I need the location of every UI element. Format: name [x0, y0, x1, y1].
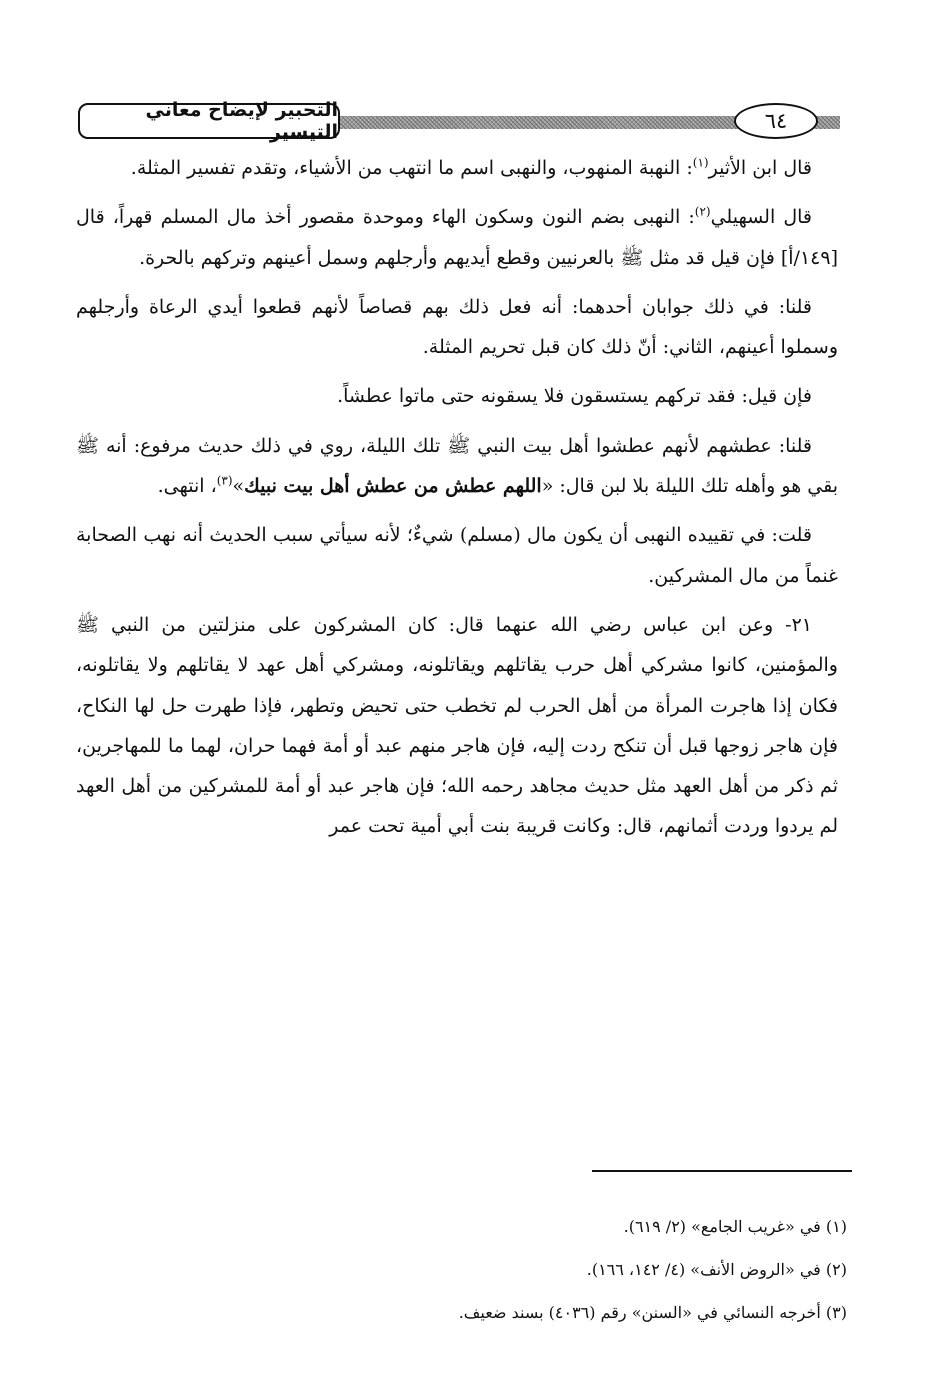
- paragraph-text: قلنا: عطشهم لأنهم عطشوا أهل بيت النبي ﷺ تلك الليلة، روي في ذلك حديث مرفوع: أنه ﷺ بقي هو وأهله تلك الليلة بلا لبن قال: «: [76, 434, 838, 498]
- closing-quote: »: [232, 475, 245, 498]
- paragraph-two-answers: قلنا: في ذلك جوابان أحدهما: أنه فعل ذلك بهم قصاصاً لأنهم قطعوا أيدي الرعاة وأرجلهم وسملوا أعينهم، الثاني: أنّ ذلك كان قبل تحريم المثلة.: [76, 295, 838, 359]
- paragraph-thirst-reply: [76, 426, 838, 507]
- paragraph-text: : النهبى بضم النون وسكون الهاء وموحدة مقصور أخذ مال المسلم قهراً، قال [١٤٩/أ] فإن قيل قد مثل ﷺ بالعرنيين وقطع أيديهم وأرجلهم وسمل أعينهم وتركهم بالحرة.: [76, 206, 838, 269]
- hadith-quote: اللهم عطش من عطش أهل بيت نبيك: [244, 475, 542, 498]
- footnote-3: (٣) أخرجه النسائي في «السنن» رقم (٤٠٣٦) بسند ضعيف.: [458, 1303, 847, 1322]
- footnote-reference: (٢): [694, 204, 711, 219]
- footnote-separator: [592, 1170, 852, 1172]
- paragraph-text: : النهبة المنهوب، والنهبى اسم ما انتهب من الأشياء، وتقدم تفسير المثلة.: [130, 157, 693, 179]
- footnotes: [300, 1205, 847, 1334]
- paragraph-author-note: قلت: في تقييده النهبى أن يكون مال (مسلم) شيءٌ؛ لأنه سيأتي سبب الحديث أنه نهب الصحابة غنماً من مال المشركين.: [76, 524, 838, 587]
- page-number: ٦٤: [764, 109, 788, 133]
- footnote-reference: (١): [692, 155, 709, 170]
- book-title: التحبير لإيضاح معاني التيسير: [145, 99, 338, 143]
- paragraph-text: قال ابن الأثير: [708, 157, 812, 179]
- footnote-2: (٢) في «الروض الأنف» (٤/ ١٤٢، ١٦٦).: [586, 1260, 847, 1279]
- paragraph-ibn-al-athir: [76, 148, 838, 188]
- running-header: [78, 99, 840, 143]
- paragraph-hadith-21: ٢١- وعن ابن عباس رضي الله عنهما قال: كان المشركون على منزلتين من النبي ﷺ والمؤمنين، كانوا مشركي أهل حرب يقاتلهم ويقاتلونه، ومشركي أهل عهد لا يقاتلهم ولا يقاتلونه، فكان إذا هاجرت المرأة من أهل الحرب لم تخطب حتى تحيض وتطهر، فإذا طهرت حل لها النكاح، فإن هاجر زوجها قبل أن تنكح ردت إليه، فإن هاجر منهم عبد أو أمة فهما حران، لهما ما للمهاجرين، ثم ذكر من أهل العهد مثل حديث مجاهد رحمه الله؛ فإن هاجر عبد أو أمة للمشركين من أهل العهد لم يردوا وردت أثمانهم، قال: وكانت قريبة بنت أبي أمية تحت عمر: [76, 613, 838, 838]
- paragraph-suhayli: [76, 197, 838, 278]
- main-text: [76, 148, 838, 847]
- book-title-box: [78, 99, 340, 143]
- paragraph-text: ، انتهى.: [157, 475, 217, 498]
- paragraph-text: قال السهيلي: [710, 206, 812, 229]
- paragraph-objection: فإن قيل: فقد تركهم يستسقون فلا يسقونه حتى ماتوا عطشاً.: [337, 385, 812, 408]
- page-number-oval: [734, 103, 818, 139]
- footnote-reference: (٣): [216, 473, 233, 488]
- footnote-1: (١) في «غريب الجامع» (٢/ ٦١٩).: [623, 1217, 847, 1236]
